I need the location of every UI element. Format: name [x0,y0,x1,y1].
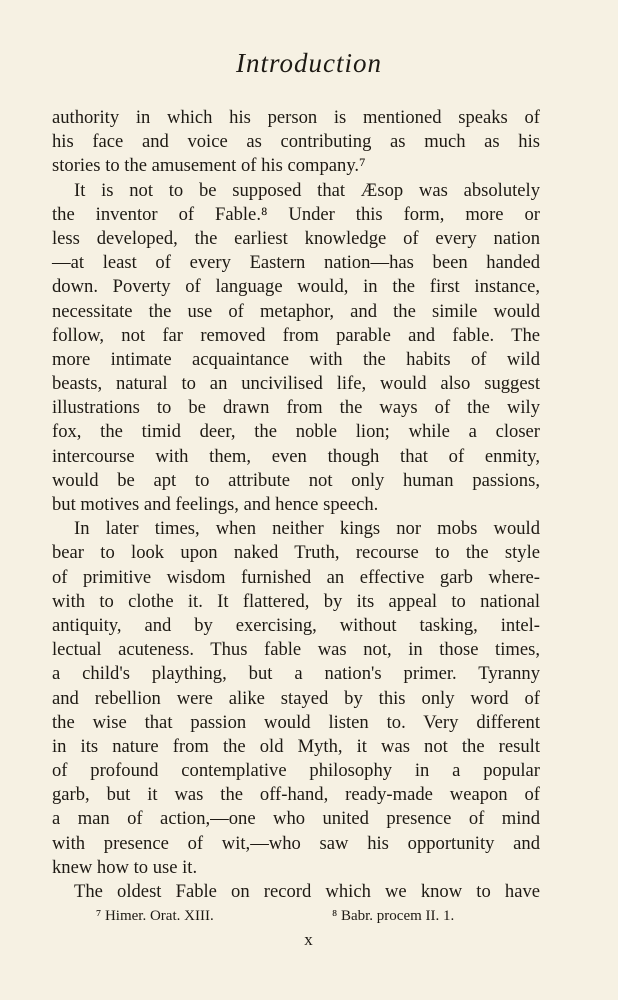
text-line: It is not to be supposed that Æsop was absolutely [74,179,540,201]
text-line: necessitate the use of metaphor, and the simile would [52,300,540,322]
text-line: would be apt to attribute not only human passions, [52,469,540,491]
text-line: less developed, the earliest knowledge of every nation [52,227,540,249]
body-text [52,106,540,904]
paragraph [52,106,540,179]
text-line: stories to the amusement of his company.⁷ [52,155,366,177]
text-line: of profound contemplative philosophy in a popular [52,760,540,782]
text-line: with presence of wit,—who saw his opportunity and [52,832,540,854]
paragraph [52,179,540,518]
text-line: of primitive wisdom furnished an effective garb where- [52,566,540,588]
text-line: beasts, natural to an uncivilised life, would also suggest [52,373,540,395]
text-line: the inventor of Fable.⁸ Under this form, more or [52,203,540,225]
text-line: in its nature from the old Myth, it was not the result [52,735,540,757]
text-line: a man of action,—one who united presence of mind [52,808,540,830]
text-line: bear to look upon naked Truth, recourse to the style [52,542,540,564]
text-line: garb, but it was the off-hand, ready-made weapon of [52,784,540,806]
text-line: a child's plaything, but a nation's primer. Tyranny [52,663,540,685]
text-line: more intimate acquaintance with the habits of wild [52,348,540,370]
footnote-7: ⁷ Himer. Orat. XIII. [96,908,214,924]
paragraph [52,517,540,880]
text-line: but motives and feelings, and hence speech. [52,494,379,515]
text-line: antiquity, and by exercising, without tasking, intel- [52,614,540,636]
paragraph [52,880,540,904]
footnotes [0,906,618,926]
text-line: lectual acuteness. Thus fable was not, in those times, [52,639,540,661]
text-line: authority in which his person is mentioned speaks of [52,107,540,128]
page-number: x [304,930,314,949]
running-head: Introduction [236,48,382,78]
text-line: The oldest Fable on record which we know to have [74,881,540,902]
text-line: his face and voice as contributing as much as his [52,131,540,153]
text-line: knew how to use it. [52,856,198,878]
text-line: down. Poverty of language would, in the first instance, [52,276,540,298]
text-line: —at least of every Eastern nation—has been handed [52,252,540,274]
text-line: with to clothe it. It flattered, by its appeal to national [52,590,540,612]
text-line: follow, not far removed from parable and fable. The [52,324,540,346]
footnote-8: ⁸ Babr. procem II. 1. [332,908,455,924]
text-line: In later times, when neither kings nor mobs would [74,518,540,540]
text-line: and rebellion were alike stayed by this only word of [52,687,540,709]
text-line: illustrations to be drawn from the ways of the wily [52,397,540,419]
text-line: fox, the timid deer, the noble lion; while a closer [52,421,540,443]
text-line: the wise that passion would listen to. Very different [52,711,540,733]
text-line: intercourse with them, even though that of enmity, [52,445,540,467]
